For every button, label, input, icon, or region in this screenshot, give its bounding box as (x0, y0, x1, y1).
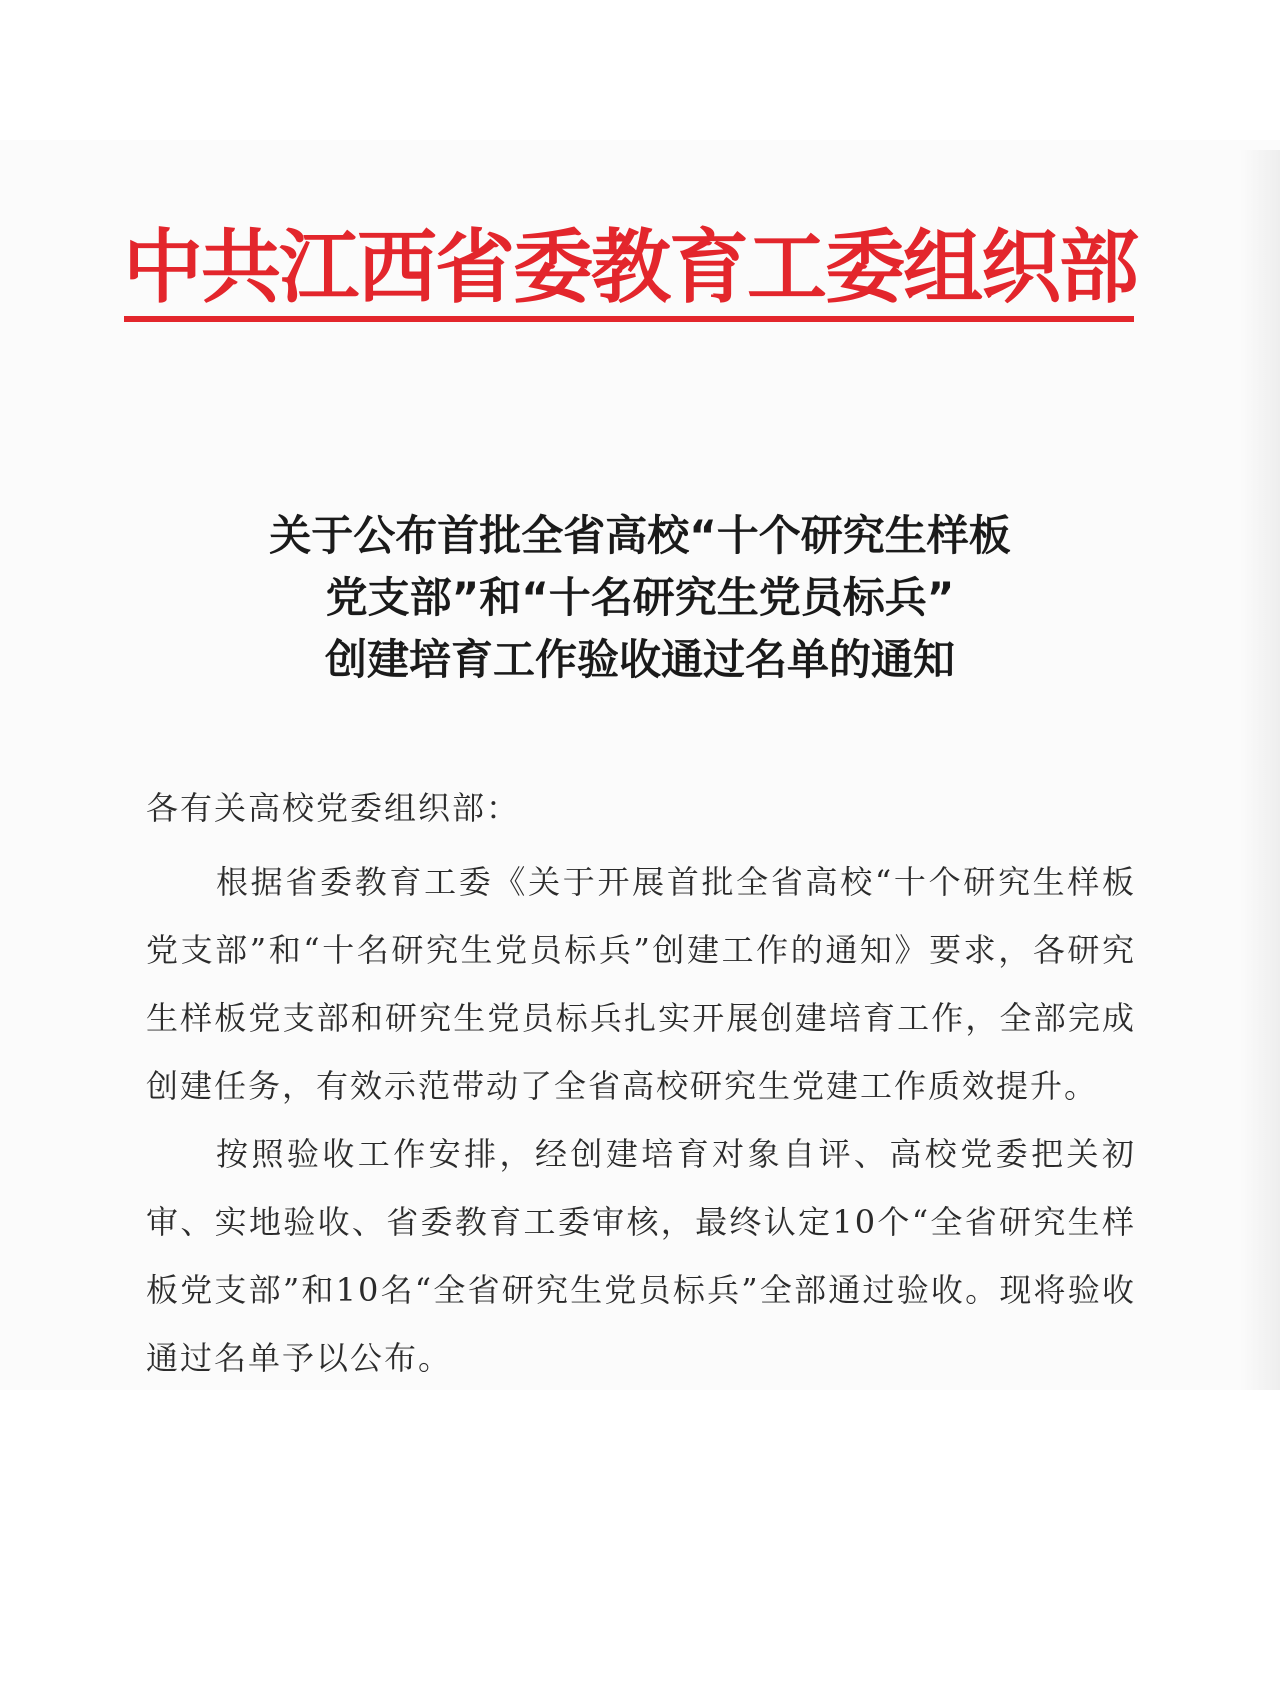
document-title (150, 505, 1130, 691)
title-line-1: 关于公布首批全省高校“十个研究生样板 (269, 511, 1011, 560)
scan-edge (1240, 150, 1280, 1390)
title-line-3: 创建培育工作验收通过名单的通知 (324, 635, 955, 684)
letterhead-issuer: 中共江西省委教育工委组织部 (123, 220, 1137, 314)
salutation: 各有关高校党委组织部： (146, 789, 521, 827)
body-paragraph-2: 按照验收工作安排，经创建培育对象自评、高校党委把关初审、实地验收、省委教育工委审核，最终认定10个“全省研究生样板党支部”和10名“全省研究生党员标兵”全部通过验收。现将验收通过名单予以公布。 (146, 1135, 1136, 1377)
document-body (146, 778, 1136, 1392)
letterhead-red-rule (124, 316, 1134, 322)
title-line-2: 党支部”和“十名研究生党员标兵” (325, 573, 955, 622)
body-paragraph-1: 根据省委教育工委《关于开展首批全省高校“十个研究生样板党支部”和“十名研究生党员标兵”创建工作的通知》要求，各研究生样板党支部和研究生党员标兵扎实开展创建培育工作，全部完成创建任务，有效示范带动了全省高校研究生党建工作质效提升。 (146, 863, 1136, 1105)
